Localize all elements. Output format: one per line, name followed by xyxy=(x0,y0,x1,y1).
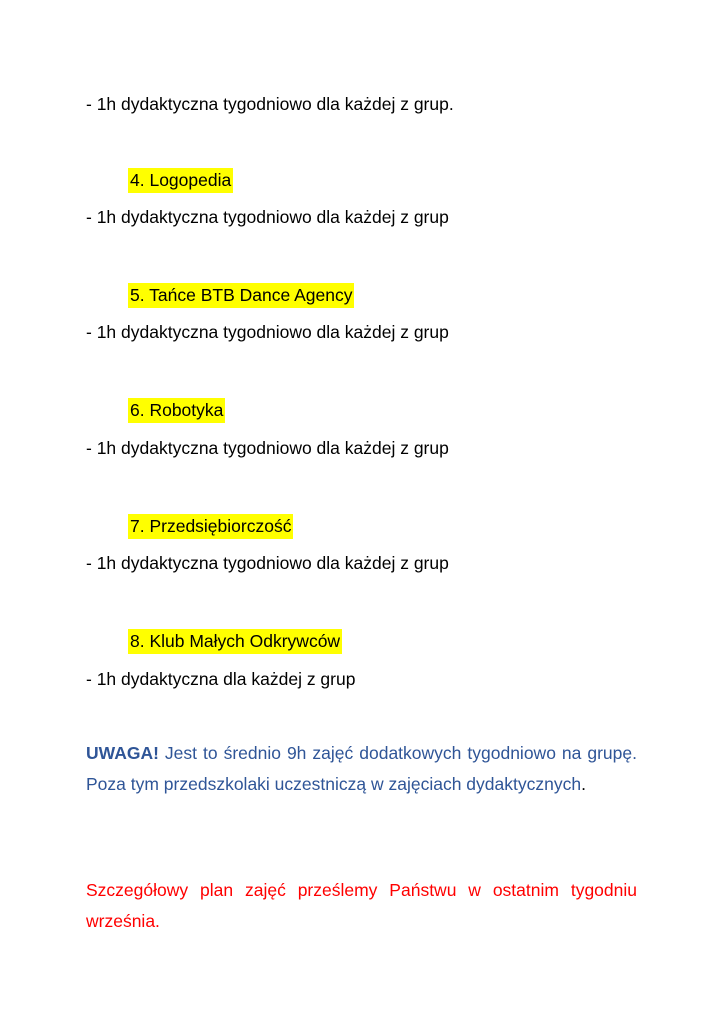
section-heading-explorers-club xyxy=(128,629,342,653)
notice-text: Jest to średnio 9h zajęć dodatkowych tygodniowo na grupę. Poza tym przedszkolaki uczestniczą w zajęciach dydaktycznych xyxy=(86,743,637,794)
section-detail-logopedia: - 1h dydaktyczna tygodniowo dla każdej z grup xyxy=(86,207,449,227)
notice-end: . xyxy=(581,774,586,794)
intro-line: - 1h dydaktyczna tygodniowo dla każdej z grup. xyxy=(86,94,454,114)
footer-paragraph: Szczegółowy plan zajęć prześlemy Państwu w ostatnim tygodniu września. xyxy=(86,880,637,931)
section-detail-explorers-club: - 1h dydaktyczna dla każdej z grup xyxy=(86,669,356,689)
section-heading-robotics xyxy=(128,398,225,422)
notice-paragraph xyxy=(86,738,637,800)
section-detail-robotics: - 1h dydaktyczna tygodniowo dla każdej z grup xyxy=(86,438,449,458)
notice-label: UWAGA! xyxy=(86,743,159,763)
section-heading-label: 5. Tańce BTB Dance Agency xyxy=(128,283,354,308)
section-heading-entrepreneurship xyxy=(128,514,293,538)
section-detail-entrepreneurship: - 1h dydaktyczna tygodniowo dla każdej z grup xyxy=(86,553,449,573)
section-heading-label: 8. Klub Małych Odkrywców xyxy=(128,629,342,654)
section-heading-label: 4. Logopedia xyxy=(128,168,233,193)
section-heading-label: 7. Przedsiębiorczość xyxy=(128,514,293,539)
section-heading-logopedia xyxy=(128,168,233,192)
section-heading-dance xyxy=(128,283,354,307)
section-heading-label: 6. Robotyka xyxy=(128,398,225,423)
section-detail-dance: - 1h dydaktyczna tygodniowo dla każdej z grup xyxy=(86,322,449,342)
